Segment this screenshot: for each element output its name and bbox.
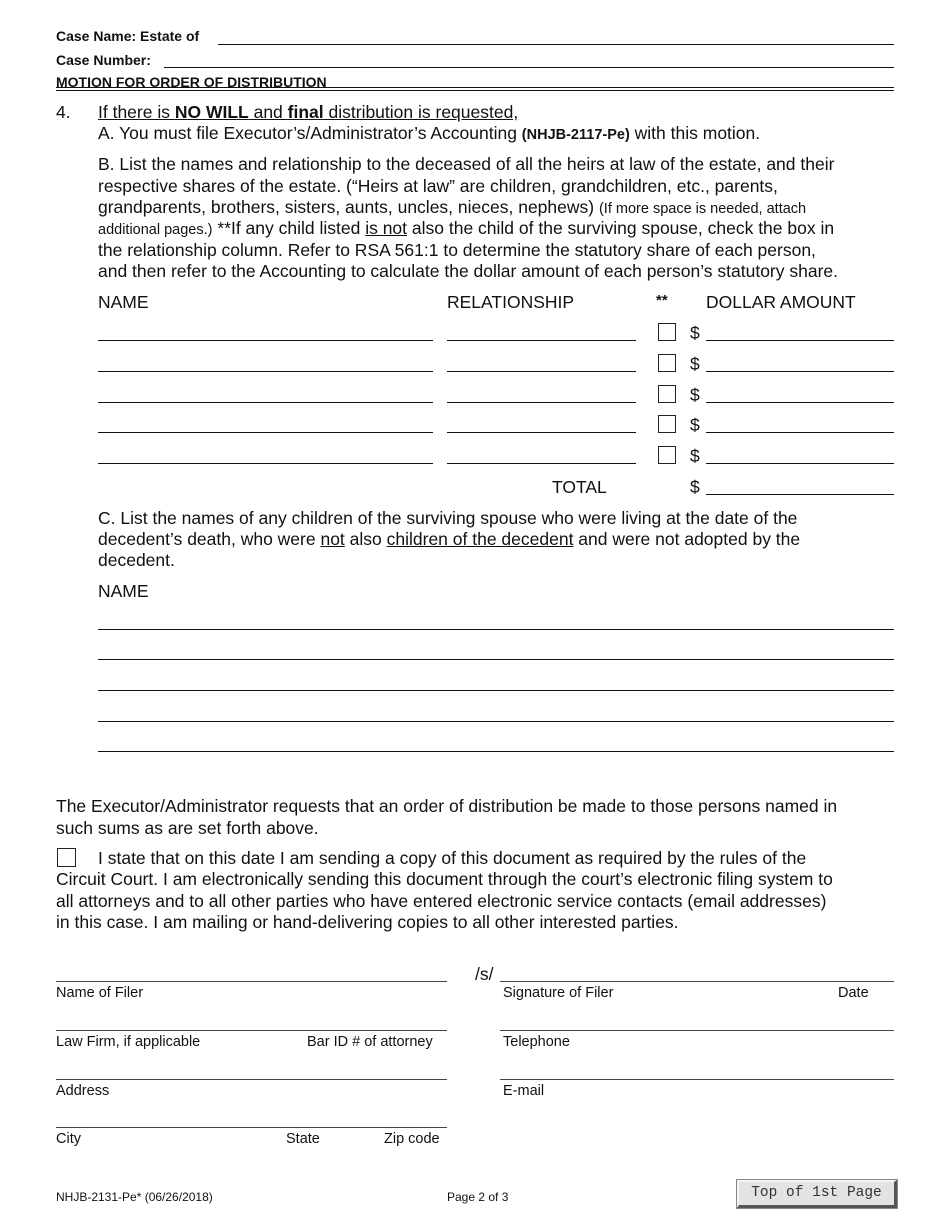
law-firm-label: Law Firm, if applicable bbox=[56, 1034, 201, 1050]
total-label: TOTAL bbox=[552, 477, 607, 497]
form-title: MOTION FOR ORDER OF DISTRIBUTION bbox=[56, 74, 327, 90]
telephone-field[interactable] bbox=[500, 1030, 894, 1031]
case-number-label: Case Number: bbox=[56, 52, 151, 68]
total-dollar-field[interactable] bbox=[706, 494, 894, 495]
form-id: NHJB-2131-Pe* (06/26/2018) bbox=[56, 1190, 213, 1204]
dollar-sign: $ bbox=[690, 446, 700, 466]
item-b-line2: respective shares of the estate. (“Heirs at law” are children, grandchildren, etc., parents, bbox=[98, 176, 778, 196]
dollar-sign: $ bbox=[690, 354, 700, 374]
case-name-label: Case Name: Estate of bbox=[56, 28, 200, 44]
heir-dollar-field[interactable] bbox=[706, 371, 894, 372]
certification-line4: in this case. I am mailing or hand-delivering copies to all other interested parties. bbox=[56, 912, 679, 932]
heir-not-child-checkbox[interactable] bbox=[658, 385, 676, 403]
heir-dollar-field[interactable] bbox=[706, 432, 894, 433]
top-of-first-page-button[interactable] bbox=[737, 1180, 897, 1208]
request-line2: such sums as are set forth above. bbox=[56, 818, 319, 838]
request-line1: The Executor/Administrator requests that an order of distribution be made to those persons named in bbox=[56, 796, 838, 816]
signature-of-filer-label: Signature of Filer bbox=[503, 985, 614, 1001]
dollar-sign: $ bbox=[690, 415, 700, 435]
dollar-sign: $ bbox=[690, 477, 700, 497]
item-b-line4: additional pages.) **If any child listed is not also the child of the surviving spouse, check the box in bbox=[98, 218, 835, 238]
city-state-zip-field[interactable] bbox=[56, 1127, 447, 1128]
heir-dollar-field[interactable] bbox=[706, 340, 894, 341]
item-b-line6: and then refer to the Accounting to calculate the dollar amount of each person’s statutory share. bbox=[98, 261, 838, 281]
heir-not-child-checkbox[interactable] bbox=[658, 323, 676, 341]
heir-name-field[interactable] bbox=[98, 340, 433, 341]
item-a: A. You must file Executor’s/Administrator’s Accounting (NHJB-2117-Pe) with this motion. bbox=[98, 123, 761, 143]
col-dollar-header: DOLLAR AMOUNT bbox=[706, 292, 856, 312]
address-field[interactable] bbox=[56, 1079, 447, 1080]
email-field[interactable] bbox=[500, 1079, 894, 1080]
child-name-field-5[interactable] bbox=[98, 751, 894, 752]
item-b-line5: the relationship column. Refer to RSA 561:1 to determine the statutory share of each person, bbox=[98, 240, 816, 260]
section-number: 4. bbox=[56, 102, 71, 122]
item-c-line2: decedent’s death, who were not also children of the decedent and were not adopted by the bbox=[98, 529, 801, 549]
child-name-field-2[interactable] bbox=[98, 659, 894, 660]
city-label: City bbox=[56, 1131, 81, 1147]
page-number: Page 2 of 3 bbox=[447, 1190, 509, 1204]
dollar-sign: $ bbox=[690, 323, 700, 343]
heir-relationship-field[interactable] bbox=[447, 463, 636, 464]
heir-relationship-field[interactable] bbox=[447, 340, 636, 341]
heir-name-field[interactable] bbox=[98, 371, 433, 372]
telephone-label: Telephone bbox=[503, 1034, 570, 1050]
address-label: Address bbox=[56, 1083, 110, 1099]
signature-prefix: /s/ bbox=[475, 964, 494, 984]
certification-line1: I state that on this date I am sending a copy of this document as required by the rules of the bbox=[98, 848, 807, 868]
col-name-header: NAME bbox=[98, 292, 149, 312]
name-of-filer-field[interactable] bbox=[56, 981, 447, 982]
dollar-sign: $ bbox=[690, 385, 700, 405]
heir-relationship-field[interactable] bbox=[447, 402, 636, 403]
state-label: State bbox=[286, 1131, 320, 1147]
header-divider bbox=[56, 87, 894, 88]
child-name-field-3[interactable] bbox=[98, 690, 894, 691]
item-c-line3: decedent. bbox=[98, 550, 175, 570]
section-intro: If there is NO WILL and final distribution is requested, bbox=[98, 102, 519, 122]
email-label: E-mail bbox=[503, 1083, 545, 1099]
top-of-first-page-label: Top of 1st Page bbox=[751, 1185, 882, 1201]
date-label: Date bbox=[838, 985, 869, 1001]
name-of-filer-label: Name of Filer bbox=[56, 985, 144, 1001]
heir-not-child-checkbox[interactable] bbox=[658, 354, 676, 372]
heir-name-field[interactable] bbox=[98, 463, 433, 464]
children-name-header: NAME bbox=[98, 581, 149, 601]
item-b-line1: B. List the names and relationship to the deceased of all the heirs at law of the estate, and their bbox=[98, 154, 835, 174]
certification-line2: Circuit Court. I am electronically sending this document through the court’s electronic filing system to bbox=[56, 869, 833, 889]
bar-id-label: Bar ID # of attorney bbox=[307, 1034, 433, 1050]
child-name-field-1[interactable] bbox=[98, 629, 894, 630]
header-divider-2 bbox=[56, 90, 894, 91]
col-stars-header: ** bbox=[656, 292, 668, 309]
heir-dollar-field[interactable] bbox=[706, 463, 894, 464]
case-name-field[interactable] bbox=[218, 44, 894, 45]
certification-checkbox[interactable] bbox=[57, 848, 76, 867]
heir-name-field[interactable] bbox=[98, 432, 433, 433]
heir-not-child-checkbox[interactable] bbox=[658, 415, 676, 433]
signature-field[interactable] bbox=[500, 981, 894, 982]
item-c-line1: C. List the names of any children of the surviving spouse who were living at the date of the bbox=[98, 508, 798, 528]
child-name-field-4[interactable] bbox=[98, 721, 894, 722]
zip-label: Zip code bbox=[384, 1131, 440, 1147]
heir-name-field[interactable] bbox=[98, 402, 433, 403]
heir-dollar-field[interactable] bbox=[706, 402, 894, 403]
item-b-line3: grandparents, brothers, sisters, aunts, uncles, nieces, nephews) (If more space is needed, attach bbox=[98, 197, 807, 217]
certification-line3: all attorneys and to all other parties who have entered electronic service contacts (email addresses) bbox=[56, 891, 827, 911]
heir-relationship-field[interactable] bbox=[447, 432, 636, 433]
col-relationship-header: RELATIONSHIP bbox=[447, 292, 575, 312]
heir-relationship-field[interactable] bbox=[447, 371, 636, 372]
heir-not-child-checkbox[interactable] bbox=[658, 446, 676, 464]
law-firm-field[interactable] bbox=[56, 1030, 447, 1031]
case-number-field[interactable] bbox=[164, 67, 894, 68]
